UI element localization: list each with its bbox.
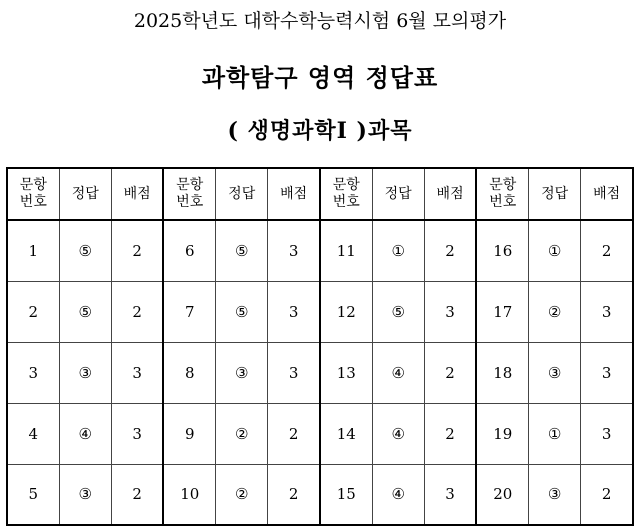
points-cell: 3	[268, 342, 320, 403]
col-header-points: 배점	[111, 168, 163, 220]
question-number: 4	[7, 403, 59, 464]
question-number: 6	[163, 220, 215, 281]
exam-title: 2025학년도 대학수학능력시험 6월 모의평가	[133, 10, 507, 32]
question-number: 13	[320, 342, 372, 403]
question-number: 2	[7, 281, 59, 342]
table-row	[7, 403, 633, 464]
points-cell: 3	[581, 342, 633, 403]
col-header-number: 문항 번호	[476, 168, 528, 220]
question-number: 20	[476, 464, 528, 525]
table-row	[7, 220, 633, 281]
question-number: 19	[476, 403, 528, 464]
points-cell: 3	[111, 342, 163, 403]
question-number: 18	[476, 342, 528, 403]
points-cell: 2	[268, 403, 320, 464]
answer-cell: ②	[216, 464, 268, 525]
points-cell: 2	[424, 403, 476, 464]
table-row	[7, 464, 633, 525]
points-cell: 2	[424, 342, 476, 403]
points-cell: 2	[111, 281, 163, 342]
col-header-answer: 정답	[372, 168, 424, 220]
col-header-answer: 정답	[529, 168, 581, 220]
col-header-number: 문항 번호	[7, 168, 59, 220]
answer-cell: ③	[216, 342, 268, 403]
answer-cell: ①	[372, 220, 424, 281]
answer-cell: ④	[372, 403, 424, 464]
answer-cell: ④	[372, 342, 424, 403]
subject-title: ( 생명과학Ⅰ )과목	[227, 118, 413, 144]
question-number: 14	[320, 403, 372, 464]
table-row	[7, 342, 633, 403]
col-header-number: 문항 번호	[320, 168, 372, 220]
col-header-points: 배점	[268, 168, 320, 220]
points-cell: 2	[581, 464, 633, 525]
question-number: 16	[476, 220, 528, 281]
question-number: 11	[320, 220, 372, 281]
answer-cell: ④	[372, 464, 424, 525]
area-title: 과학탐구 영역 정답표	[201, 63, 439, 92]
answer-cell: ②	[216, 403, 268, 464]
points-cell: 3	[424, 464, 476, 525]
answer-cell: ③	[529, 342, 581, 403]
answer-cell: ③	[529, 464, 581, 525]
points-cell: 3	[581, 403, 633, 464]
answer-cell: ⑤	[216, 220, 268, 281]
question-number: 7	[163, 281, 215, 342]
question-number: 12	[320, 281, 372, 342]
points-cell: 2	[424, 220, 476, 281]
col-header-points: 배점	[581, 168, 633, 220]
answer-cell: ⑤	[59, 281, 111, 342]
answer-cell: ⑤	[372, 281, 424, 342]
col-header-number: 문항 번호	[163, 168, 215, 220]
header-row	[7, 168, 633, 220]
answer-cell: ⑤	[59, 220, 111, 281]
col-header-points: 배점	[424, 168, 476, 220]
answer-key-table	[6, 167, 634, 526]
points-cell: 3	[424, 281, 476, 342]
points-cell: 3	[111, 403, 163, 464]
answer-cell: ③	[59, 342, 111, 403]
question-number: 9	[163, 403, 215, 464]
answer-cell: ④	[59, 403, 111, 464]
points-cell: 2	[268, 464, 320, 525]
question-number: 1	[7, 220, 59, 281]
points-cell: 3	[268, 220, 320, 281]
answer-cell: ⑤	[216, 281, 268, 342]
table-row	[7, 281, 633, 342]
question-number: 5	[7, 464, 59, 525]
col-header-answer: 정답	[59, 168, 111, 220]
answer-cell: ③	[59, 464, 111, 525]
question-number: 15	[320, 464, 372, 525]
points-cell: 2	[111, 220, 163, 281]
points-cell: 2	[111, 464, 163, 525]
points-cell: 2	[581, 220, 633, 281]
answer-cell: ②	[529, 281, 581, 342]
points-cell: 3	[268, 281, 320, 342]
answer-cell: ①	[529, 220, 581, 281]
question-number: 3	[7, 342, 59, 403]
question-number: 8	[163, 342, 215, 403]
points-cell: 3	[581, 281, 633, 342]
answer-cell: ①	[529, 403, 581, 464]
col-header-answer: 정답	[216, 168, 268, 220]
question-number: 17	[476, 281, 528, 342]
question-number: 10	[163, 464, 215, 525]
